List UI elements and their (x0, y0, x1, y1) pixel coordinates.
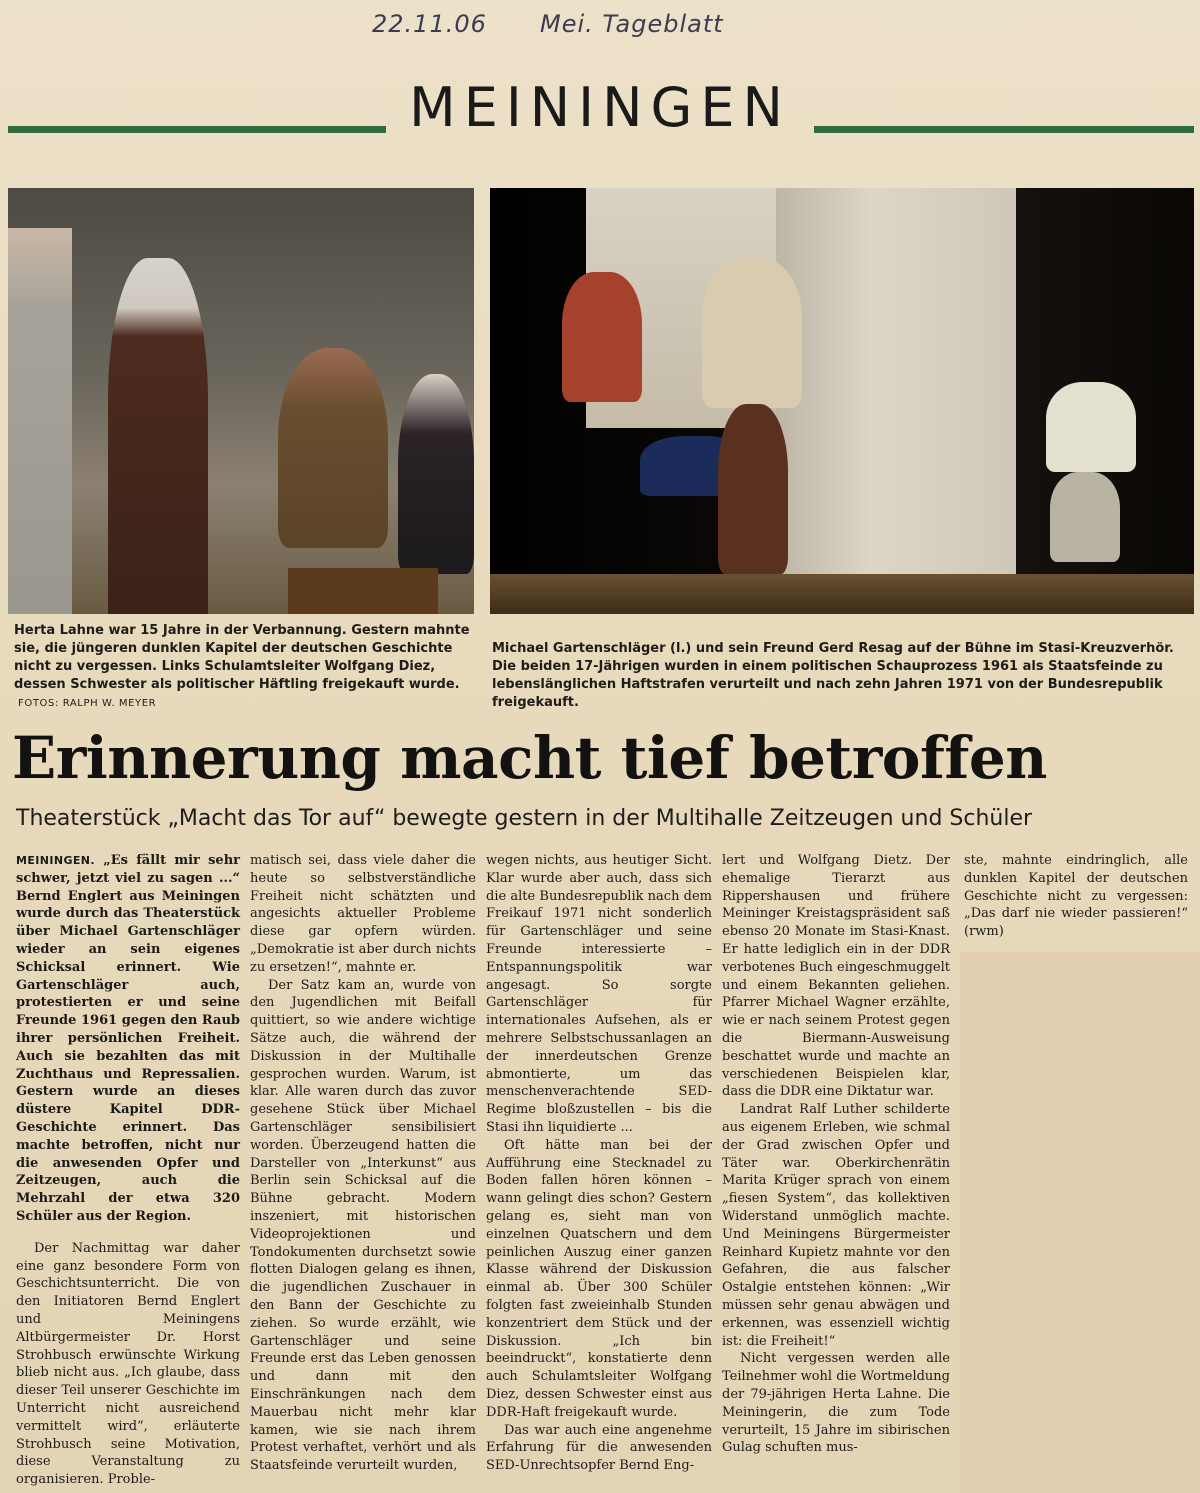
handwritten-source: Mei. Tageblatt (540, 10, 724, 38)
dateline: MEININGEN. (16, 854, 95, 867)
paragraph: ste, mahnte eindringlich, alle dunklen Kapitel der deutschen Geschichte nicht zu vergessen: „Das darf nie wieder passieren!“ (rwm) (964, 853, 1188, 940)
photo-chair (288, 568, 438, 614)
photo-figure (1046, 382, 1136, 472)
photo-stage-scene (490, 188, 1194, 614)
photo-figure (398, 374, 474, 574)
photo-figure (562, 272, 642, 402)
section-rule-right (814, 126, 1194, 133)
photo-credit: FOTOS: RALPH W. MEYER (18, 698, 157, 709)
photo-figure (108, 258, 208, 614)
section-title: MEININGEN (409, 76, 791, 139)
article-column-4 (722, 852, 950, 1457)
article-column-5 (964, 852, 1188, 941)
paragraph: Landrat Ralf Luther schilderte aus eigenem Erleben, wie schmal der Grad zwischen Opfer und Täter war. Oberkirchenrätin Marita Krüger sprach von einem „fiesen System“, das kollektiven Widerstand unmöglich machte. Und Meiningens Bürgermeister Reinhard Kupietz mahnte vor den Gefahren, die aus falscher Ostalgie entstehen können: „Wir müssen sehr genau abwägen und erkennen, was essenziell wichtig ist: die Freiheit!“ (722, 1102, 950, 1349)
photo-figure (702, 258, 802, 408)
photo-caption-right: Michael Gartenschläger (l.) und sein Freund Gerd Resag auf der Bühne im Stasi-Kreuzverhör. Die beiden 17-Jährigen wurden in einem politischen Schauprozess 1961 als Staatsfeinde zu lebenslänglichen Haftstrafen verurteilt und nach zehn Jahren 1971 von der Bundesrepublik freigekauft. (492, 641, 1174, 710)
paragraph: wegen nichts, aus heutiger Sicht. Klar wurde aber auch, dass sich die alte Bundesrepublik nach dem Freikauf 1971 nicht sonderlich für Gartenschläger und seine Freunde interessierte – Entspannungspolitik war angesagt. So sorgte Gartenschläger für internationales Aufsehen, als er mehrere Selbstschussanlagen an der innerdeutschen Grenze abmontierte, um das menschenverachtende SED-Regime bloßzustellen – bis die Stasi ihn liquidierte ... (486, 853, 712, 1135)
photo-figure (278, 348, 388, 548)
paragraph: matisch sei, dass viele daher die heute so selbstverständliche Freiheit nicht schätzten und angesichts aktueller Probleme diese gar opfern würden. „Demokratie ist aber durch nichts zu ersetzen!“, mahnte er. (250, 853, 476, 975)
photo-herta-lahne (8, 188, 474, 614)
paragraph: Der Nachmittag war daher eine ganz besondere Form von Geschichtsunterricht. Die von den Initiatoren Bernd Englert und Meiningens Altbürgermeister Dr. Horst Strohbusch erwünschte Wirkung blieb nicht aus. „Ich glaube, dass dieser Teil unserer Geschichte im Unterricht nicht ausreichend vermittelt wird“, erläuterte Strohbusch seine Motivation, diese Veranstaltung zu organisieren. Proble- (16, 1240, 240, 1488)
paragraph: lert und Wolfgang Dietz. Der ehemalige Tierarzt aus Rippershausen und frühere Meininger Kreistagspräsident saß ebenso 20 Monate im Stasi-Knast. Er hatte lediglich ein in der DDR verbotenes Buch eingeschmuggelt und einem Bekannten geliehen. Pfarrer Michael Wagner erzählte, wie er nach seinem Protest gegen die Biermann-Ausweisung beschattet wurde und machte an verschiedenen Beispielen klar, dass die DDR eine Diktatur war. (722, 853, 950, 1100)
article-subhead: Theaterstück „Macht das Tor auf“ bewegte gestern in der Multihalle Zeitzeugen und Schüler (16, 806, 1033, 831)
photo-figure (718, 404, 788, 574)
caption-text: Herta Lahne war 15 Jahre in der Verbannung. Gestern mahnte sie, die jüngeren dunklen Kapitel der deutschen Geschichte nicht zu vergessen. Links Schulamtsleiter Wolfgang Diez, dessen Schwester als politischer Häftling freigekauft wurde. (14, 623, 470, 692)
article-headline: Erinnerung macht tief betroffen (12, 724, 1047, 792)
photo-stage-panel (776, 188, 1016, 574)
section-rule-left (8, 126, 386, 133)
photo-stage-floor (490, 574, 1194, 614)
paragraph: Das war auch eine angenehme Erfahrung für die anwesenden SED-Unrechtsopfer Bernd Eng- (486, 1422, 712, 1474)
article-lead: „Es fällt mir sehr schwer, jetzt viel zu sagen ...“ Bernd Englert aus Meiningen wurde durch das Theaterstück über Michael Gartenschläger wieder an sein eigenes Schicksal erinnert. Wie Gartenschläger auch, protestierten er und seine Freunde 1961 gegen den Raub ihrer persönlichen Freiheit. Auch sie bezahlten das mit Zuchthaus und Repressalien. Gestern wurde an dieses düstere Kapitel DDR-Geschichte erinnert. Das machte betroffen, nicht nur die anwesenden Opfer und Zeitzeugen, auch die Mehrzahl der etwa 320 Schüler aus der Region. (16, 853, 240, 1224)
handwritten-date: 22.11.06 (372, 10, 487, 38)
photo-figure (8, 228, 72, 614)
article-column-1 (16, 852, 240, 1489)
paragraph: Nicht vergessen werden alle Teilnehmer wohl die Wortmeldung der 79-jährigen Herta Lahne. Die Meiningerin, die zum Tode verurteilt, 15 Jahre im sibirischen Gulag schuften mus- (722, 1351, 950, 1456)
photo-caption-left (14, 622, 474, 713)
article-column-2 (250, 852, 476, 1475)
article-column-3 (486, 852, 712, 1475)
clipping-backing (960, 952, 1200, 1493)
paragraph: Der Satz kam an, wurde von den Jugendlichen mit Beifall quittiert, so wie andere wichtige Sätze auch, die während der Diskussion in der Multihalle gesprochen wurden. Warum, ist klar. Alle waren durch das zuvor gesehene Stück über Michael Gartenschläger sensibilisiert worden. Überzeugend hatten die Darsteller von „Interkunst“ aus Berlin sein Schicksal auf die Bühne gebracht. Modern inszeniert, mit historischen Videoprojektionen und Tondokumenten durchsetzt sowie flotten Dialogen gelang es ihnen, die jugendlichen Zuschauer in den Bann der Geschichte zu ziehen. So wurde erzählt, wie Gartenschläger und seine Freunde erst das Leben genossen und dann mit den Einschränkungen nach dem Mauerbau nicht mehr klar kamen, wie sie nach ihrem Protest verhaftet, verhört und als Staatsfeinde verurteilt wurden, (250, 977, 476, 1474)
photo-figure (1050, 472, 1120, 562)
paragraph: Oft hätte man bei der Aufführung eine Stecknadel zu Boden fallen hören können – wann gelingt dies schon? Gestern gelang es, sieht man von einzelnen Quatschern und dem peinlichen Auszug einer ganzen Klasse während der Diskussion einmal ab. Über 300 Schüler folgten fast zweieinhalb Stunden konzentriert dem Stück und der Diskussion. „Ich bin beeindruckt“, konstatierte denn auch Schulamtsleiter Wolfgang Diez, dessen Schwester einst aus DDR-Haft freigekauft wurde. (486, 1137, 712, 1420)
